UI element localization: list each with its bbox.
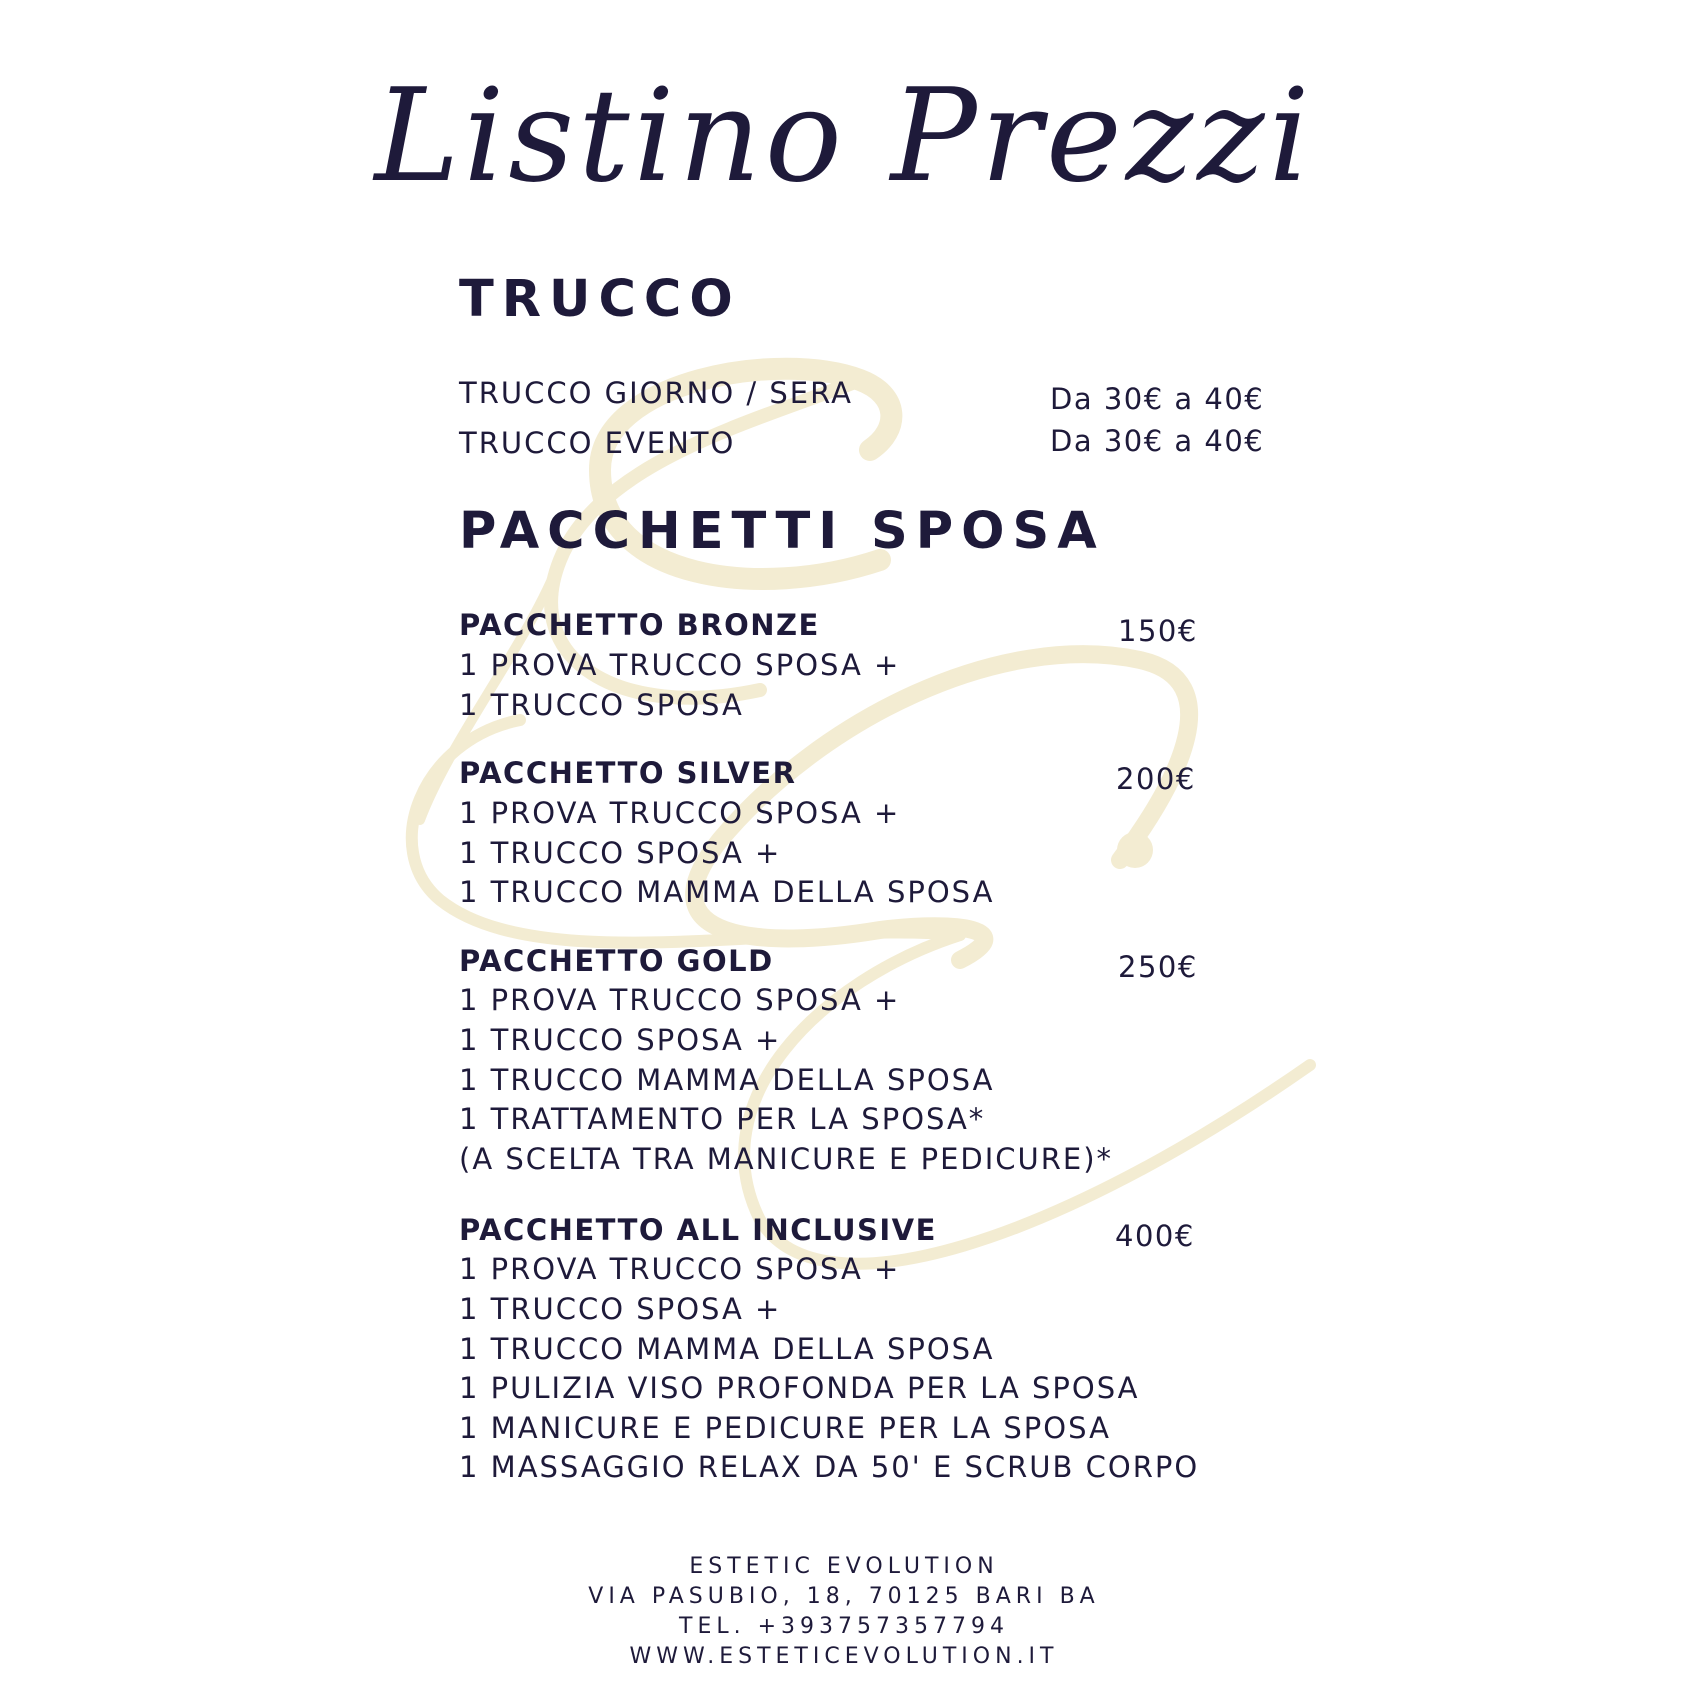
package-line: 1 MANICURE E PEDICURE PER LA SPOSA: [459, 1411, 1111, 1445]
package-line: 1 PULIZIA VISO PROFONDA PER LA SPOSA: [459, 1371, 1140, 1405]
package-line: 1 TRATTAMENTO PER LA SPOSA*: [459, 1102, 986, 1136]
section-heading-trucco: TRUCCO: [459, 270, 741, 329]
footer-address: VIA PASUBIO, 18, 70125 BARI BA: [588, 1584, 1100, 1609]
package-name-gold: PACCHETTO GOLD: [459, 944, 774, 978]
footer-website: WWW.ESTETICEVOLUTION.IT: [629, 1644, 1059, 1669]
package-line: 1 PROVA TRUCCO SPOSA +: [459, 1252, 901, 1286]
trucco-item-price: Da 30€ a 40€: [1050, 382, 1265, 416]
package-line: 1 MASSAGGIO RELAX DA 50' E SCRUB CORPO: [459, 1450, 1200, 1484]
package-line: 1 PROVA TRUCCO SPOSA +: [459, 983, 901, 1017]
trucco-item-price: Da 30€ a 40€: [1050, 424, 1265, 458]
trucco-item-name: TRUCCO GIORNO / SERA: [459, 376, 853, 410]
package-line: 1 TRUCCO SPOSA +: [459, 836, 782, 870]
package-line: 1 TRUCCO MAMMA DELLA SPOSA: [459, 1332, 995, 1366]
package-line: 1 TRUCCO SPOSA: [459, 688, 744, 722]
package-name-all-inclusive: PACCHETTO ALL INCLUSIVE: [459, 1213, 937, 1247]
package-name-silver: PACCHETTO SILVER: [459, 756, 797, 790]
package-line: (A SCELTA TRA MANICURE E PEDICURE)*: [459, 1142, 1114, 1176]
trucco-item-name: TRUCCO EVENTO: [459, 426, 736, 460]
package-price-bronze: 150€: [1118, 614, 1198, 648]
package-line: 1 TRUCCO SPOSA +: [459, 1023, 782, 1057]
package-line: 1 TRUCCO SPOSA +: [459, 1292, 782, 1326]
package-price-all-inclusive: 400€: [1115, 1219, 1195, 1253]
package-line: 1 TRUCCO MAMMA DELLA SPOSA: [459, 1063, 995, 1097]
package-line: 1 TRUCCO MAMMA DELLA SPOSA: [459, 875, 995, 909]
package-line: 1 PROVA TRUCCO SPOSA +: [459, 648, 901, 682]
footer-business-name: ESTETIC EVOLUTION: [689, 1554, 999, 1579]
page-title: Listino Prezzi: [374, 62, 1314, 211]
package-price-silver: 200€: [1116, 762, 1196, 796]
section-heading-pacchetti-sposa: PACCHETTI SPOSA: [459, 502, 1105, 561]
footer-phone: TEL. +393757357794: [679, 1614, 1009, 1639]
package-price-gold: 250€: [1118, 950, 1198, 984]
package-line: 1 PROVA TRUCCO SPOSA +: [459, 796, 901, 830]
package-name-bronze: PACCHETTO BRONZE: [459, 608, 820, 642]
